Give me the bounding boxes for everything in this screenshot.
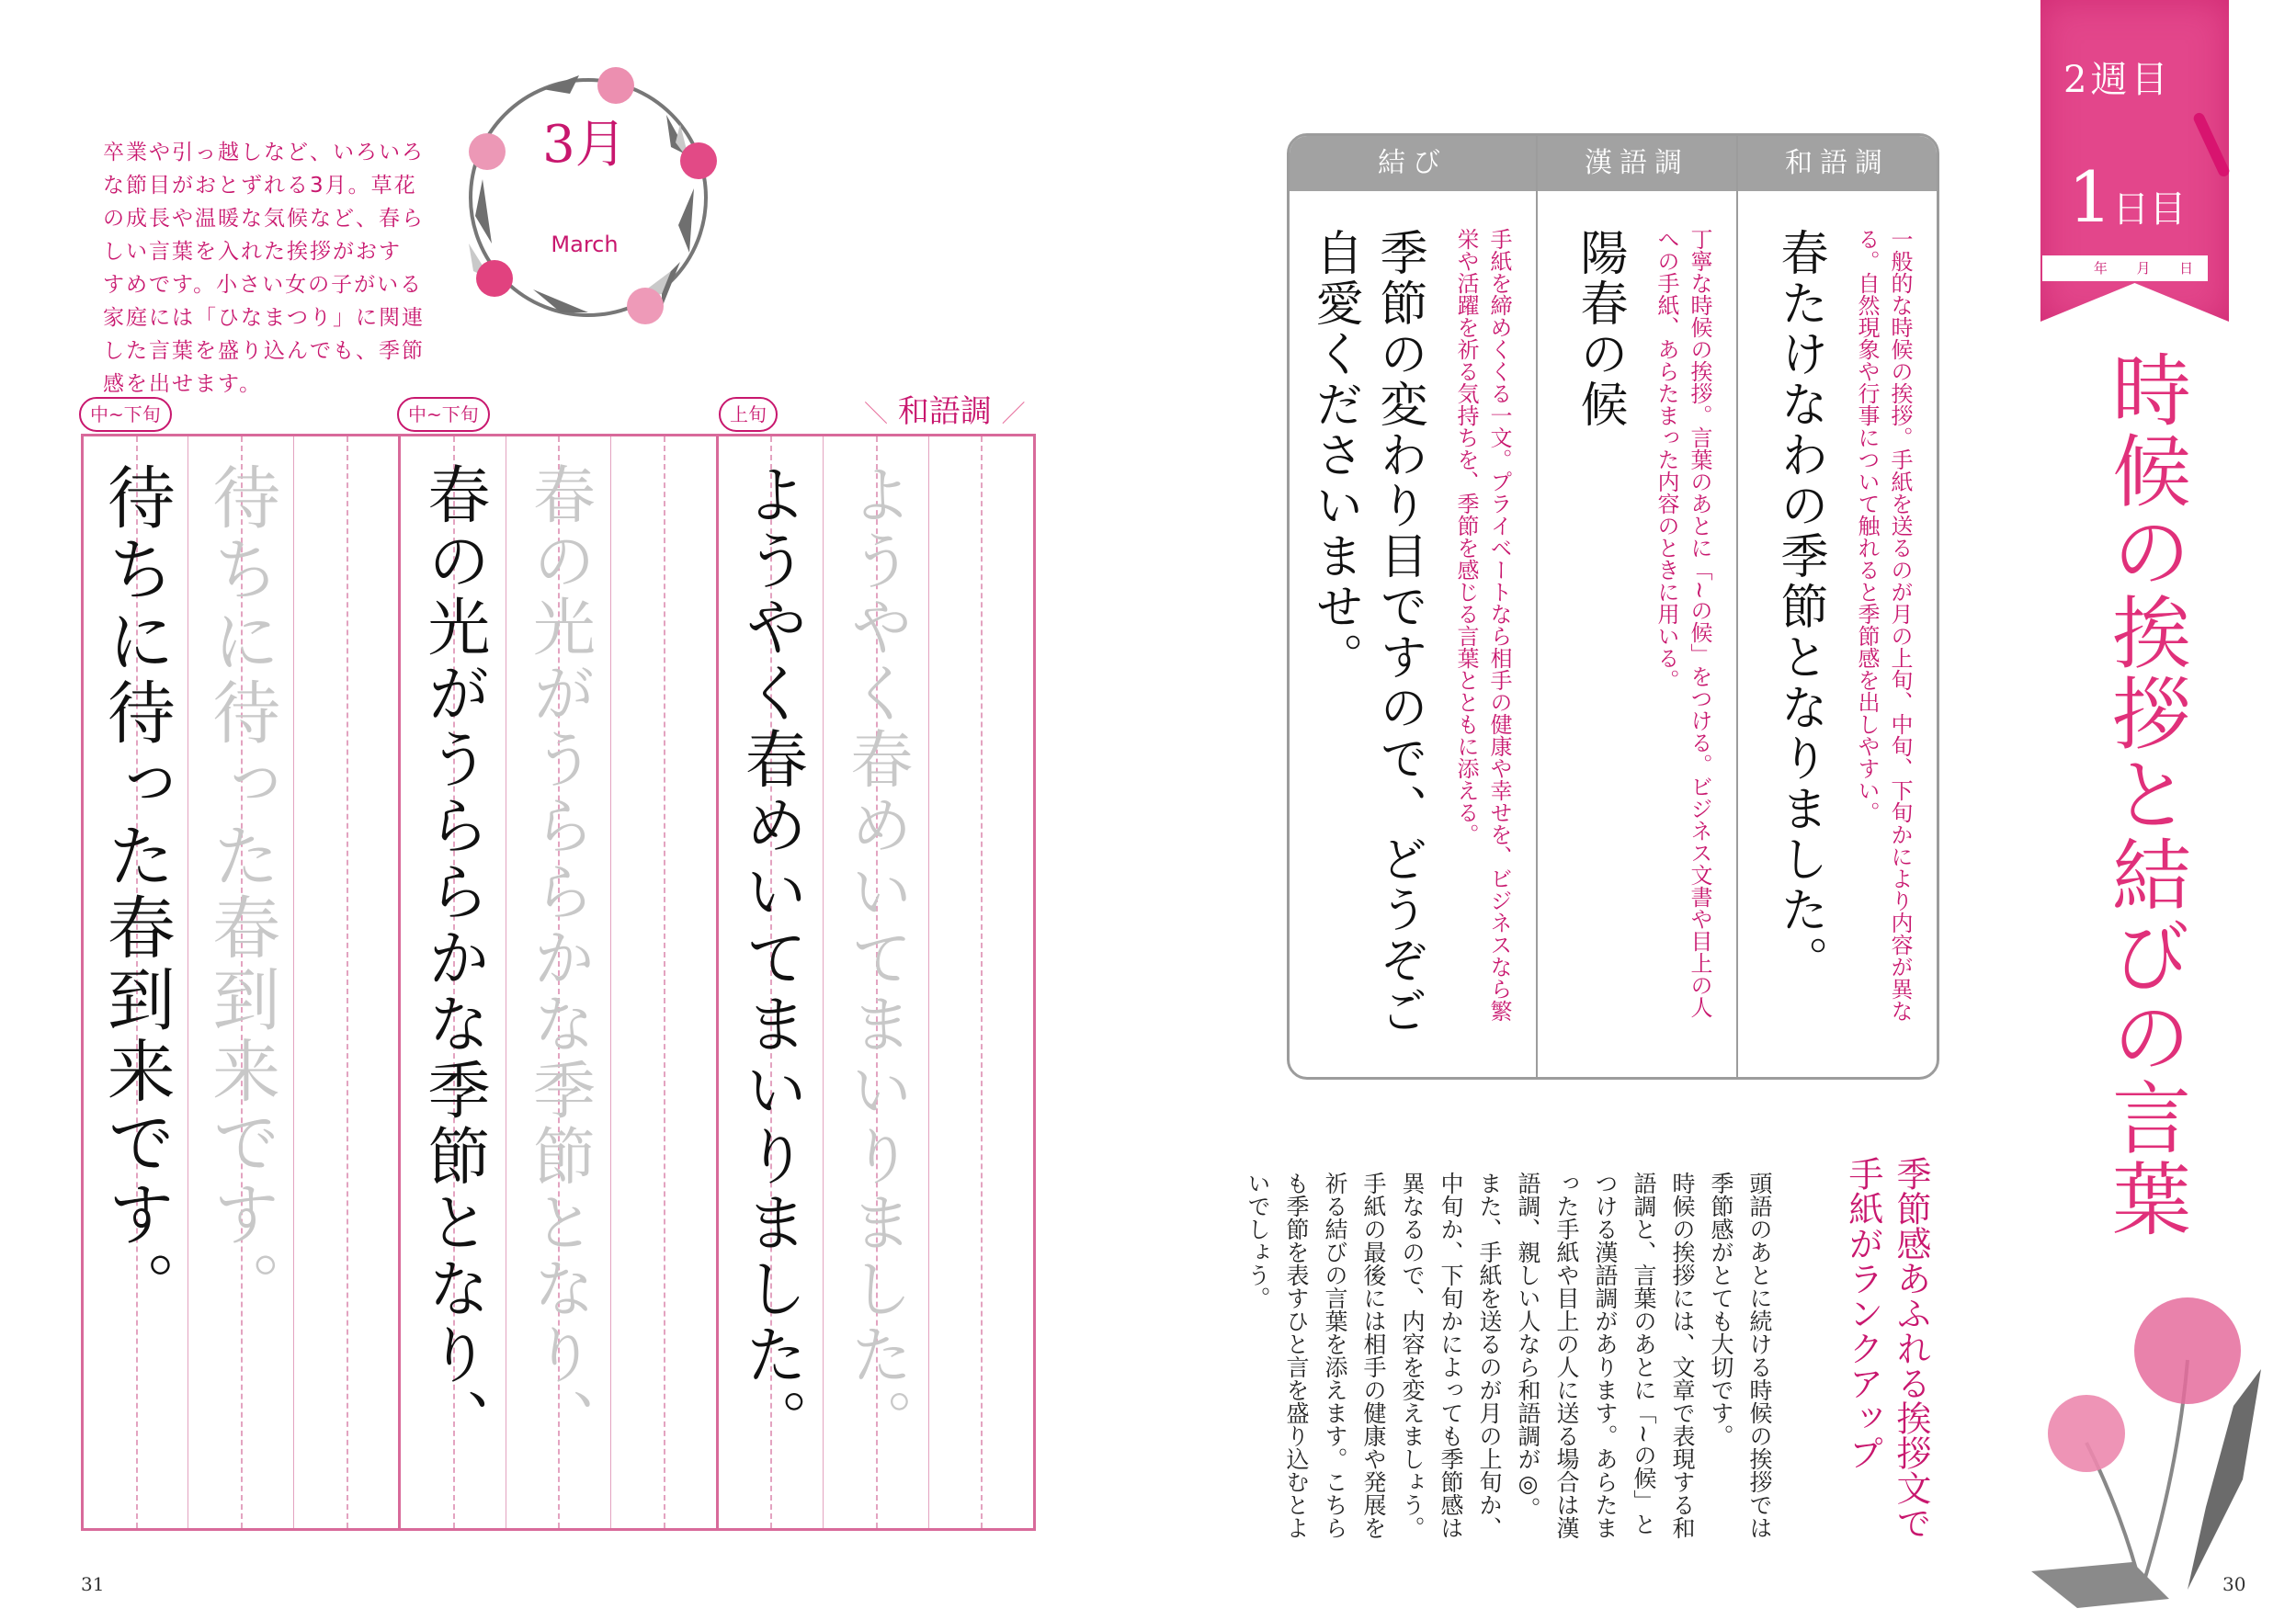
day-suffix: 日目: [2112, 188, 2187, 231]
dandelion-illustration: [2022, 1286, 2296, 1620]
accent-mark-icon: ＼: [864, 401, 889, 428]
period-badge: 中~下旬: [397, 397, 490, 432]
month-english: March: [551, 232, 619, 257]
year-label: 年: [2093, 260, 2108, 277]
greeting-table: [1287, 133, 1939, 1080]
column-heading: 季節感あふれる挨拶文で手紙がランクアップ: [1843, 1156, 1931, 1540]
model-text: ようやく春めいてまいりました。: [734, 462, 808, 1455]
table-note: 手紙を締めくくる一文。プライベートなら相手の健康や幸せを、ビジネスなら繁栄や活躍を祈る気持ちを、季節を感じる言葉とともに添える。: [1453, 228, 1512, 1022]
table-column-wago: [1736, 136, 1937, 1077]
blank-writing-column[interactable]: [610, 436, 715, 1528]
day-field-label: 日: [2179, 260, 2194, 277]
trace-text[interactable]: ようやく春めいてまいりました。: [839, 462, 913, 1455]
month-label: 月: [2136, 260, 2151, 277]
table-header: 漢語調: [1538, 136, 1736, 191]
table-note: 一般的な時候の挨拶。手紙を送るのが月の上旬、中旬、下旬かにより内容が異なる。自然現象や行事について触れると季節感を出しやすい。: [1854, 228, 1913, 1022]
model-text: 春の光がうららかな季節となり、: [417, 462, 491, 1455]
period-badge: 中~下旬: [79, 397, 172, 432]
table-note: 丁寧な時候の挨拶。言葉のあとに「~の候」をつける。ビジネス文書や目上の人への手紙、あらたまった内容のときに用いる。: [1654, 228, 1712, 1019]
accent-mark-icon: ／: [1001, 401, 1026, 428]
blank-writing-column[interactable]: [928, 436, 1033, 1528]
practice-section: [716, 436, 1033, 1528]
flower-wreath-illustration: [450, 60, 726, 335]
period-badge: 上旬: [719, 397, 778, 432]
trace-text[interactable]: 春の光がうららかな季節となり、: [522, 462, 596, 1455]
practice-section: [84, 436, 398, 1528]
intro-paragraph: 卒業や引っ越しなど、いろいろな節目がおとずれる3月。草花の成長や温暖な気候など、春らしい言葉を入れた挨拶がおすすめです。小さい女の子がいる家庭には「ひなまつり」に関連した言葉を盛り込んでも、季節感を出せます。: [103, 141, 425, 396]
blank-writing-column[interactable]: [293, 436, 398, 1528]
month-number: 3月: [542, 115, 627, 175]
day-label: [2068, 156, 2186, 238]
table-column-kango: [1536, 136, 1736, 1077]
table-example: 陽春の候: [1572, 228, 1627, 430]
page-number: 30: [2222, 1573, 2246, 1595]
practice-style-label: [864, 386, 1026, 431]
column-body: 頭語のあとに続ける時候の挨拶では季節感がとても大切です。 時候の挨拶には、文章で表現する和語調と、言葉のあとに「~の候」とつける漢語調があります。あらたまった手紙や目上の人に送る場合は漢語調、親しい人なら和語調が◎。 また、手紙を送るのが月の上旬か、中旬か、下旬かによっても季節感は異なるので、内容を変えましょう。 手紙の最後には相手の健康や発展を祈る結びの言葉を添えます。こちらも季節を表すひと言を盛り込むとよいでしょう。: [1245, 1172, 1773, 1539]
practice-section: [398, 436, 715, 1528]
day-number: 1: [2068, 156, 2113, 238]
date-field[interactable]: [2042, 255, 2208, 281]
table-header: 和語調: [1738, 136, 1937, 191]
week-label: 2週目: [2063, 59, 2172, 101]
table-example: 季節の変わり目ですので、どうぞご自愛くださいませ。: [1307, 228, 1426, 1037]
trace-text[interactable]: 待ちに待った春到来です。: [201, 462, 281, 1322]
table-column-closing: [1290, 136, 1536, 1077]
practice-grid: [81, 434, 1036, 1531]
page-title: 時候の挨拶と結びの言葉: [2098, 349, 2190, 1239]
table-example: 春たけなわの季節となりました。: [1772, 228, 1827, 986]
page-number: 31: [81, 1573, 105, 1595]
table-header: 結び: [1290, 136, 1536, 191]
model-text: 待ちに待った春到来です。: [96, 462, 176, 1322]
practice-style-text: 和語調: [897, 393, 992, 430]
